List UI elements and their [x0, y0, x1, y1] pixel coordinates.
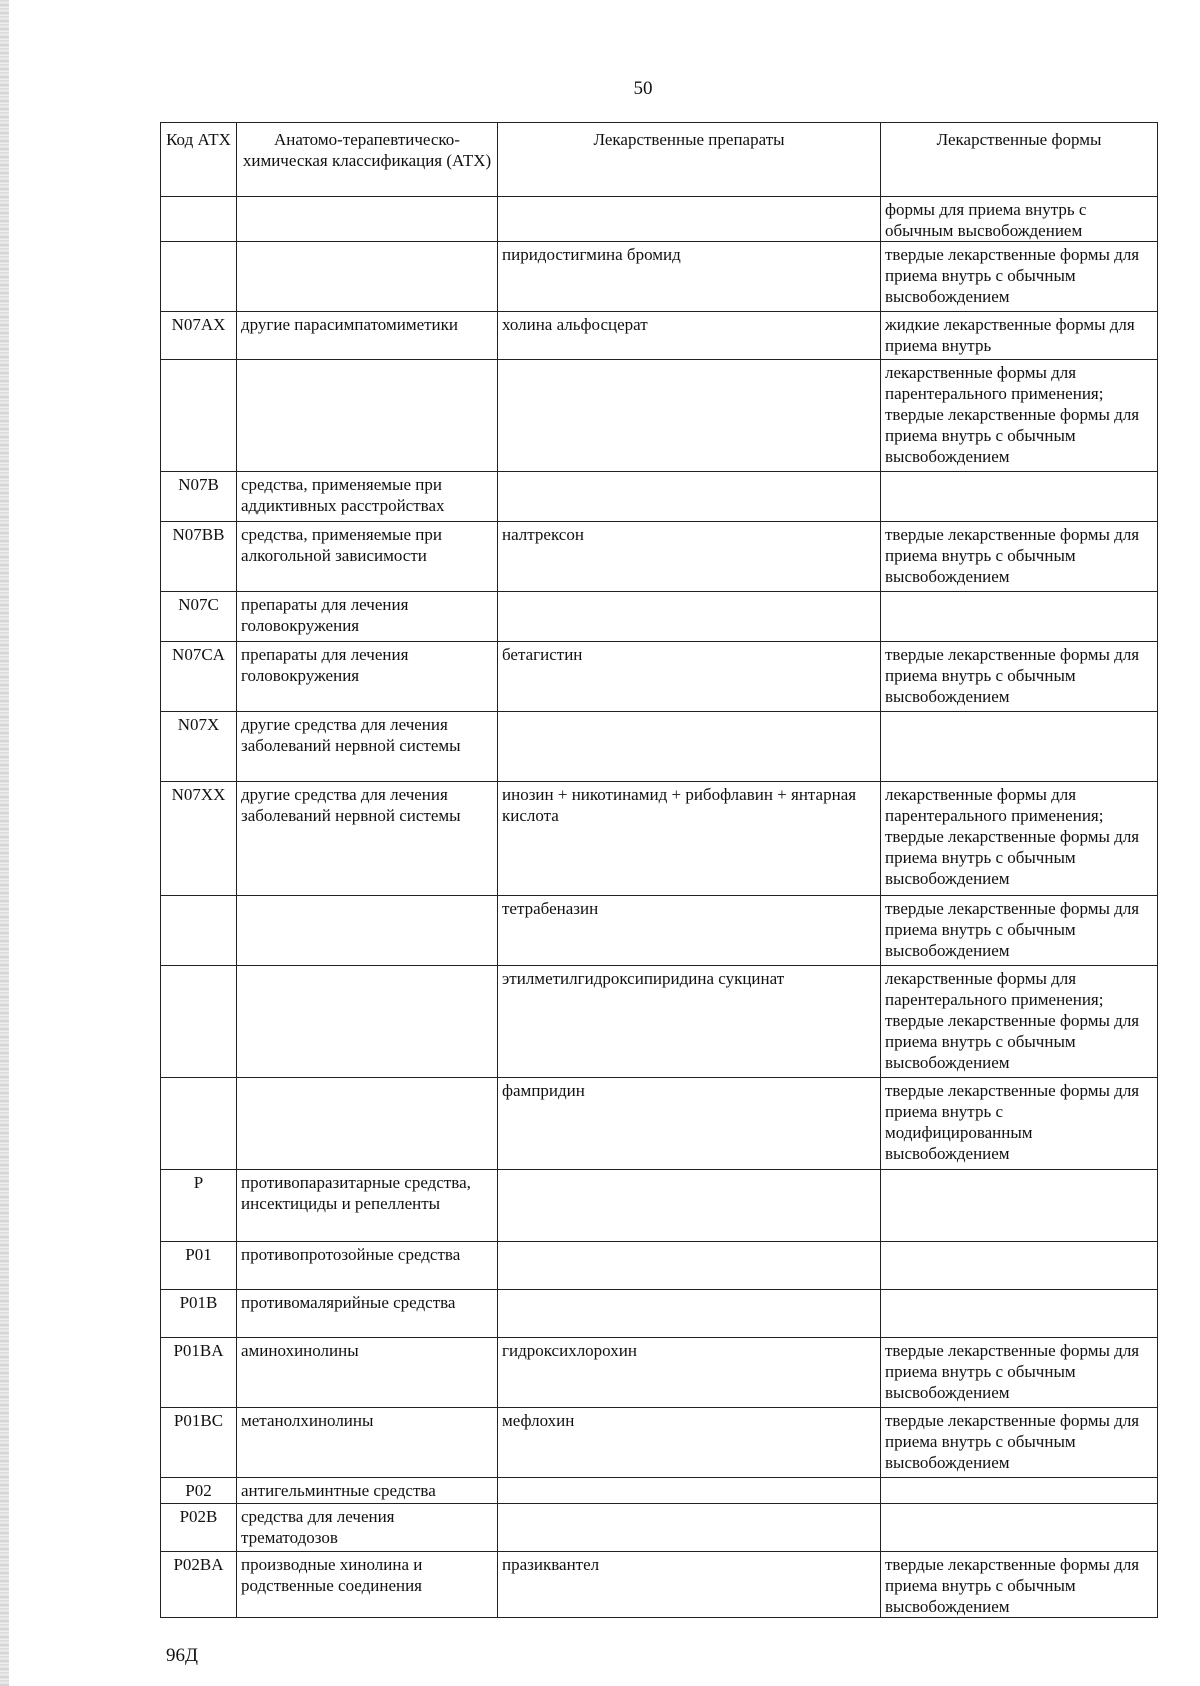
dosage-form-cell [881, 1290, 1158, 1338]
atx-code-cell: N07CA [161, 642, 237, 712]
dosage-form-cell: лекарственные формы для парентерального применения; твердые лекарственные формы для приема внутрь с обычным высвобождением [881, 360, 1158, 472]
dosage-form-cell: твердые лекарственные формы для приема внутрь с обычным высвобождением [881, 522, 1158, 592]
table-row [161, 592, 1158, 642]
atx-classification-cell [237, 197, 498, 242]
atx-classification-cell [237, 360, 498, 472]
atx-classification-cell [237, 242, 498, 312]
page-number: 50 [633, 78, 653, 99]
table-header-row [161, 123, 1158, 197]
atx-code-cell: N07BB [161, 522, 237, 592]
header-drugs: Лекарственные препараты [498, 123, 881, 197]
table-row [161, 472, 1158, 522]
atx-code-cell: N07B [161, 472, 237, 522]
drug-name-cell [498, 1242, 881, 1290]
dosage-form-cell [881, 592, 1158, 642]
drug-name-cell [498, 592, 881, 642]
table-row [161, 1504, 1158, 1552]
table-row [161, 1478, 1158, 1504]
table-row [161, 360, 1158, 472]
atx-classification-cell: противомалярийные средства [237, 1290, 498, 1338]
drug-name-cell [498, 1290, 881, 1338]
atx-code-cell: N07X [161, 712, 237, 782]
atx-code-cell: P02B [161, 1504, 237, 1552]
atx-classification-cell: средства, применяемые при алкогольной зависимости [237, 522, 498, 592]
dosage-form-cell [881, 712, 1158, 782]
table-row [161, 1170, 1158, 1242]
atx-classification-cell: другие парасимпатомиметики [237, 312, 498, 360]
table-row [161, 242, 1158, 312]
atx-code-cell: P02BA [161, 1552, 237, 1618]
drug-name-cell [498, 197, 881, 242]
atx-code-cell: P [161, 1170, 237, 1242]
header-classification: Анатомо-терапевтическо-химическая классификация (АТХ) [237, 123, 498, 197]
dosage-form-cell: лекарственные формы для парентерального применения; твердые лекарственные формы для приема внутрь с обычным высвобождением [881, 966, 1158, 1078]
drug-name-cell: холина альфосцерат [498, 312, 881, 360]
table-row [161, 1408, 1158, 1478]
drug-name-cell: этилметилгидроксипиридина сукцинат [498, 966, 881, 1078]
atx-code-cell [161, 197, 237, 242]
atx-drug-table [160, 122, 1158, 1618]
drug-name-cell: гидроксихлорохин [498, 1338, 881, 1408]
atx-classification-cell: другие средства для лечения заболеваний нервной системы [237, 782, 498, 896]
atx-classification-cell: другие средства для лечения заболеваний нервной системы [237, 712, 498, 782]
dosage-form-cell: твердые лекарственные формы для приема внутрь с обычным высвобождением [881, 1338, 1158, 1408]
dosage-form-cell: твердые лекарственные формы для приема внутрь с обычным высвобождением [881, 242, 1158, 312]
drug-name-cell: мефлохин [498, 1408, 881, 1478]
atx-code-cell [161, 896, 237, 966]
atx-classification-cell [237, 896, 498, 966]
drug-name-cell [498, 712, 881, 782]
table-row [161, 896, 1158, 966]
table-row [161, 642, 1158, 712]
table-row [161, 1078, 1158, 1170]
drug-name-cell [498, 360, 881, 472]
dosage-form-cell [881, 1170, 1158, 1242]
header-code: Код АТХ [161, 123, 237, 197]
table-row [161, 712, 1158, 782]
atx-code-cell: P01BA [161, 1338, 237, 1408]
header-forms: Лекарственные формы [881, 123, 1158, 197]
atx-code-cell [161, 1078, 237, 1170]
atx-classification-cell: средства, применяемые при аддиктивных расстройствах [237, 472, 498, 522]
drug-name-cell: бетагистин [498, 642, 881, 712]
atx-classification-cell: противопротозойные средства [237, 1242, 498, 1290]
drug-name-cell: пиридостигмина бромид [498, 242, 881, 312]
table-row [161, 1338, 1158, 1408]
dosage-form-cell: твердые лекарственные формы для приема внутрь с обычным высвобождением [881, 642, 1158, 712]
atx-classification-cell: производные хинолина и родственные соединения [237, 1552, 498, 1618]
table-row [161, 522, 1158, 592]
table-row [161, 966, 1158, 1078]
atx-code-cell: N07AX [161, 312, 237, 360]
atx-code-cell [161, 360, 237, 472]
dosage-form-cell: твердые лекарственные формы для приема внутрь с обычным высвобождением [881, 896, 1158, 966]
atx-classification-cell: аминохинолины [237, 1338, 498, 1408]
scan-edge-artifact [0, 0, 9, 1686]
dosage-form-cell: твердые лекарственные формы для приема внутрь с обычным высвобождением [881, 1408, 1158, 1478]
document-footer-code: 96Д [166, 1645, 198, 1666]
dosage-form-cell: лекарственные формы для парентерального применения; твердые лекарственные формы для приема внутрь с обычным высвобождением [881, 782, 1158, 896]
atx-code-cell: P02 [161, 1478, 237, 1504]
atx-code-cell: P01 [161, 1242, 237, 1290]
atx-classification-cell: метанолхинолины [237, 1408, 498, 1478]
atx-code-cell: N07XX [161, 782, 237, 896]
dosage-form-cell: жидкие лекарственные формы для приема внутрь [881, 312, 1158, 360]
dosage-form-cell [881, 472, 1158, 522]
drug-name-cell: празиквантел [498, 1552, 881, 1618]
atx-classification-cell: средства для лечения трематодозов [237, 1504, 498, 1552]
table-row [161, 1290, 1158, 1338]
dosage-form-cell [881, 1242, 1158, 1290]
atx-classification-cell [237, 966, 498, 1078]
drug-name-cell [498, 1504, 881, 1552]
dosage-form-cell: твердые лекарственные формы для приема внутрь с обычным высвобождением [881, 1552, 1158, 1618]
dosage-form-cell: формы для приема внутрь с обычным высвобождением [881, 197, 1158, 242]
drug-name-cell: инозин + никотинамид + рибофлавин + янтарная кислота [498, 782, 881, 896]
drug-name-cell [498, 1170, 881, 1242]
atx-classification-cell [237, 1078, 498, 1170]
drug-name-cell: тетрабеназин [498, 896, 881, 966]
table-row [161, 782, 1158, 896]
atx-code-cell [161, 966, 237, 1078]
table-row [161, 1552, 1158, 1618]
atx-classification-cell: противопаразитарные средства, инсектициды и репелленты [237, 1170, 498, 1242]
table-row [161, 1242, 1158, 1290]
atx-classification-cell: препараты для лечения головокружения [237, 592, 498, 642]
drug-name-cell: налтрексон [498, 522, 881, 592]
drug-name-cell [498, 472, 881, 522]
dosage-form-cell: твердые лекарственные формы для приема внутрь с модифицированным высвобождением [881, 1078, 1158, 1170]
dosage-form-cell [881, 1504, 1158, 1552]
table-row [161, 197, 1158, 242]
atx-code-cell: P01BC [161, 1408, 237, 1478]
dosage-form-cell [881, 1478, 1158, 1504]
drug-name-cell: фампридин [498, 1078, 881, 1170]
atx-code-cell [161, 242, 237, 312]
atx-classification-cell: антигельминтные средства [237, 1478, 498, 1504]
atx-classification-cell: препараты для лечения головокружения [237, 642, 498, 712]
atx-code-cell: N07C [161, 592, 237, 642]
drug-name-cell [498, 1478, 881, 1504]
table-row [161, 312, 1158, 360]
atx-code-cell: P01B [161, 1290, 237, 1338]
